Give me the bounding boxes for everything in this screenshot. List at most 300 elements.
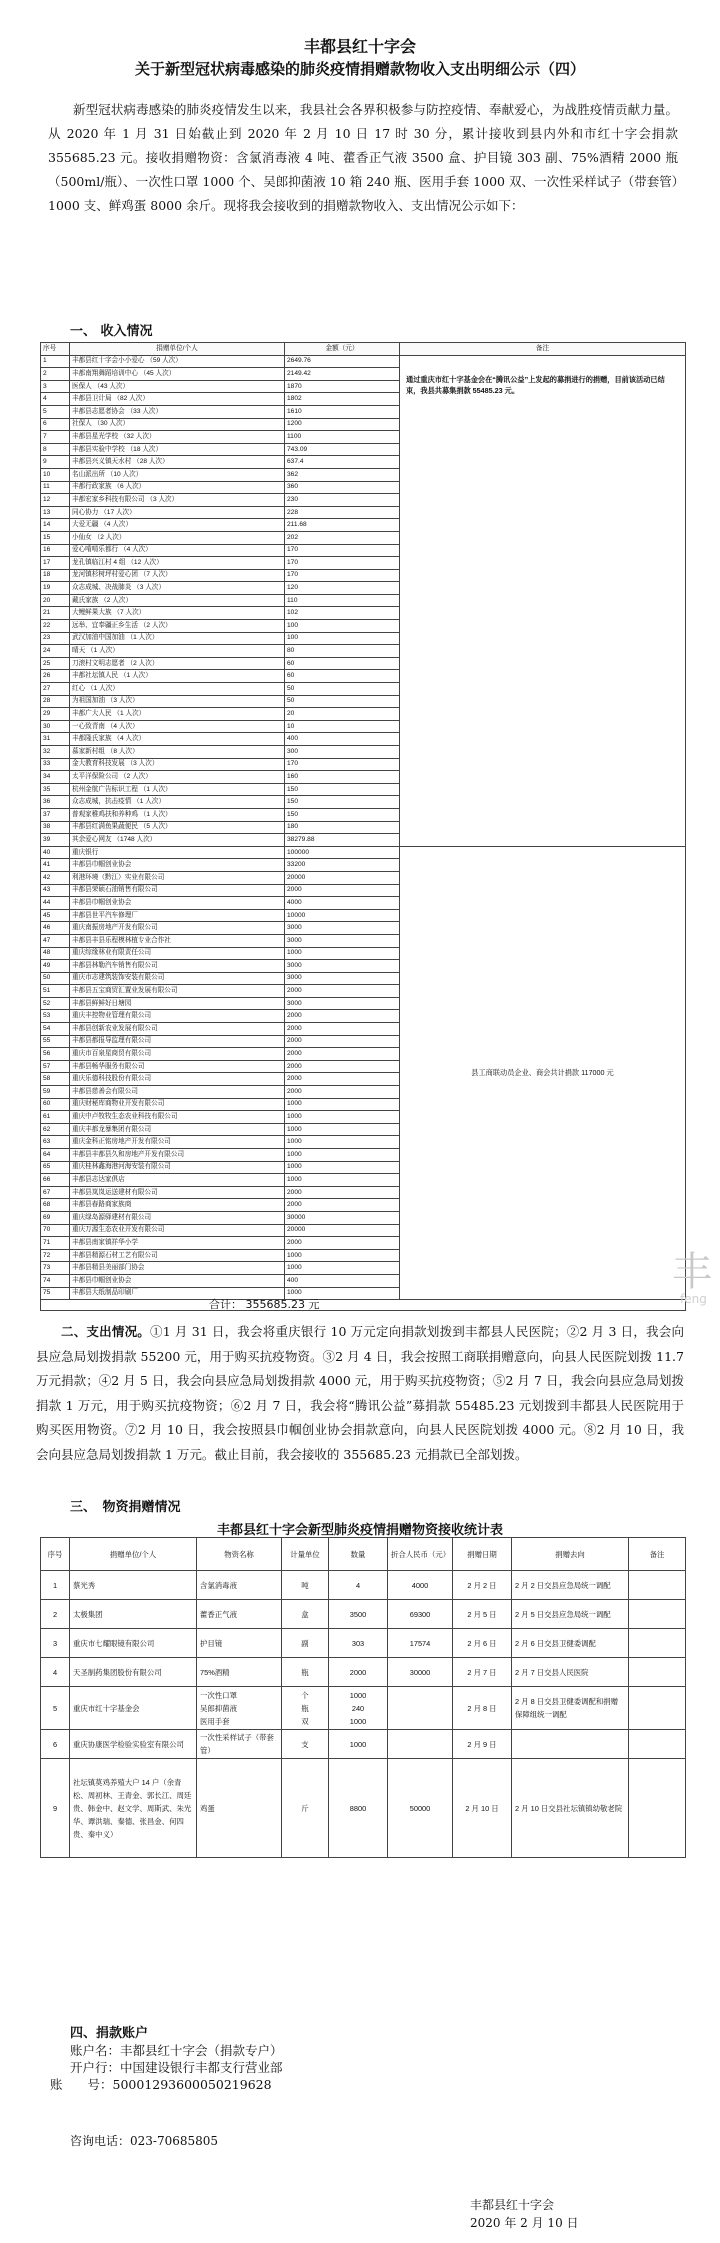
goods-value: 50000 xyxy=(388,1759,453,1858)
goods-item: 75%酒精 xyxy=(197,1658,282,1687)
goods-value: 4000 xyxy=(388,1571,453,1600)
row-donor: 重庆综缘林业有限责任公司 xyxy=(70,947,285,960)
row-amount: 2000 xyxy=(285,1199,400,1212)
goods-qty: 2000 xyxy=(329,1658,388,1687)
row-donor: 丰都县巾帼创业协会 xyxy=(70,1274,285,1287)
row-no: 8 xyxy=(41,443,70,456)
goods-destination: 2 月 5 日交县应急局统一调配 xyxy=(512,1600,629,1629)
row-amount: 362 xyxy=(285,468,400,481)
row-donor: 众志成城、决战肺炎 （3 人次） xyxy=(70,582,285,595)
goods-destination: 2 月 2 日交县应急局统一调配 xyxy=(512,1571,629,1600)
row-amount: 211.68 xyxy=(285,519,400,532)
goods-donor: 社坛镇莫鸡养殖大户 14 户（余青松、周初林、王青金、郭长江、周廷贵、韩金中、赵文学、周斯武、朱光华、谭洪瑞、秦德、张昌金、何四贵、秦中义） xyxy=(70,1759,197,1858)
row-amount: 1200 xyxy=(285,418,400,431)
row-donor: 太平洋保险公司 （2 人次） xyxy=(70,771,285,784)
row-amount: 50 xyxy=(285,683,400,696)
row-no: 36 xyxy=(41,796,70,809)
row-donor: 丰都县精源石材工艺有限公司 xyxy=(70,1249,285,1262)
row-no: 40 xyxy=(41,846,70,859)
account-bank: 中国建设银行丰都支行营业部 xyxy=(120,2060,283,2075)
row-amount: 38279.88 xyxy=(285,834,400,847)
goods-destination xyxy=(512,1730,629,1759)
income-heading: 一、 收入情况 xyxy=(70,324,153,339)
table-row xyxy=(41,1600,686,1629)
row-amount: 120 xyxy=(285,582,400,595)
goods-donor: 重庆协康医学检验实验室有限公司 xyxy=(70,1730,197,1759)
row-donor: 丰都县精县美丽部门协会 xyxy=(70,1262,285,1275)
goods-item: 一次性口罩 吴郎抑菌液 医用手套 xyxy=(197,1687,282,1730)
row-donor: 众志成城，抗击疫情 （1 人次） xyxy=(70,796,285,809)
row-donor: 龙河镇杉树坪村爱心团 （7 人次） xyxy=(70,569,285,582)
row-no: 31 xyxy=(41,733,70,746)
col-header-amount: 金额（元） xyxy=(285,343,400,356)
row-donor: 丰都县巾帼创业协会 xyxy=(70,897,285,910)
goods-heading: 三、 物资捐赠情况 xyxy=(70,1500,181,1515)
row-donor: 丰都隆氏家族 （4 人次） xyxy=(70,733,285,746)
goods-unit: 斤 xyxy=(282,1759,329,1858)
row-donor: 一心致青南 （4 人次） xyxy=(70,720,285,733)
row-no: 14 xyxy=(41,519,70,532)
row-donor: 丰都县星光学校 （32 人次） xyxy=(70,431,285,444)
row-amount: 102 xyxy=(285,607,400,620)
row-donor: 丰都县红十字会小小爱心 （59 人次） xyxy=(70,355,285,368)
row-no: 43 xyxy=(41,884,70,897)
row-donor: 丰都社坛镇人民 （1 人次） xyxy=(70,670,285,683)
row-no: 46 xyxy=(41,922,70,935)
goods-remark xyxy=(629,1600,686,1629)
row-no: 56 xyxy=(41,1048,70,1061)
row-donor: 丰都县大纸制品印刷厂 xyxy=(70,1287,285,1300)
row-donor: 同心协力 （17 人次） xyxy=(70,506,285,519)
row-amount: 170 xyxy=(285,569,400,582)
row-amount: 100 xyxy=(285,632,400,645)
row-no: 25 xyxy=(41,657,70,670)
row-no: 35 xyxy=(41,783,70,796)
row-no: 11 xyxy=(41,481,70,494)
row-no: 29 xyxy=(41,708,70,721)
col-header-no: 序号 xyxy=(41,343,70,356)
row-no: 12 xyxy=(41,494,70,507)
row-no: 26 xyxy=(41,670,70,683)
row-donor: 小仙女 （2 人次） xyxy=(70,531,285,544)
row-no: 30 xyxy=(41,720,70,733)
row-amount: 3000 xyxy=(285,934,400,947)
income-body xyxy=(41,355,686,1300)
account-number-line xyxy=(50,2076,272,2093)
row-amount: 180 xyxy=(285,821,400,834)
row-no: 62 xyxy=(41,1123,70,1136)
row-donor: 丰都广大人民 （1 人次） xyxy=(70,708,285,721)
row-no: 58 xyxy=(41,1073,70,1086)
row-amount: 20000 xyxy=(285,1224,400,1237)
row-no: 45 xyxy=(41,909,70,922)
row-no: 44 xyxy=(41,897,70,910)
row-amount: 10000 xyxy=(285,909,400,922)
row-no: 19 xyxy=(41,582,70,595)
row-amount: 2649.76 xyxy=(285,355,400,368)
row-donor: 重庆市志建筑装饰安装有限公司 xyxy=(70,972,285,985)
row-donor: 为祖国加油 （3 人次） xyxy=(70,695,285,708)
row-donor: 名山派出所 （10 人次） xyxy=(70,468,285,481)
col-header-note: 备注 xyxy=(400,343,686,356)
goods-no: 6 xyxy=(41,1730,70,1759)
row-no: 16 xyxy=(41,544,70,557)
goods-unit: 个 瓶 双 xyxy=(282,1687,329,1730)
goods-unit: 支 xyxy=(282,1730,329,1759)
row-no: 21 xyxy=(41,607,70,620)
row-amount: 202 xyxy=(285,531,400,544)
goods-no: 4 xyxy=(41,1658,70,1687)
row-no: 4 xyxy=(41,393,70,406)
row-no: 3 xyxy=(41,380,70,393)
goods-item: 藿香正气液 xyxy=(197,1600,282,1629)
row-amount: 1000 xyxy=(285,1287,400,1300)
row-amount: 400 xyxy=(285,733,400,746)
goods-col-no: 序号 xyxy=(41,1538,70,1571)
goods-destination: 2 月 10 日交县社坛镇镇幼敬老院 xyxy=(512,1759,629,1858)
row-donor: 龙孔镇临江村 4 组 （12 人次） xyxy=(70,557,285,570)
row-no: 48 xyxy=(41,947,70,960)
row-amount: 2000 xyxy=(285,1035,400,1048)
row-no: 49 xyxy=(41,960,70,973)
goods-col-qty: 数量 xyxy=(329,1538,388,1571)
goods-qty: 303 xyxy=(329,1629,388,1658)
row-no: 50 xyxy=(41,972,70,985)
row-no: 6 xyxy=(41,418,70,431)
goods-qty: 1000 240 1000 xyxy=(329,1687,388,1730)
row-donor: 丰都县兴义镇天水村 （28 人次） xyxy=(70,456,285,469)
goods-date: 2 月 7 日 xyxy=(453,1658,512,1687)
goods-header-row xyxy=(41,1538,686,1571)
row-donor: 重庆市百泉星商贸有限公司 xyxy=(70,1048,285,1061)
row-amount: 10 xyxy=(285,720,400,733)
row-donor: 丰都南翔舞蹈培训中心 （45 人次） xyxy=(70,368,285,381)
row-amount: 2149.42 xyxy=(285,368,400,381)
row-amount: 100000 xyxy=(285,846,400,859)
goods-col-value: 折合人民币（元） xyxy=(388,1538,453,1571)
row-donor: 晴天 （1 人次） xyxy=(70,645,285,658)
row-no: 75 xyxy=(41,1287,70,1300)
income-total: 合计： 355685.23 元 xyxy=(209,1298,320,1311)
row-no: 1 xyxy=(41,355,70,368)
row-amount: 60 xyxy=(285,670,400,683)
goods-qty: 8800 xyxy=(329,1759,388,1858)
table-row xyxy=(41,1571,686,1600)
table-row xyxy=(41,1759,686,1858)
goods-donor: 重庆市七耀眼镜有限公司 xyxy=(70,1629,197,1658)
goods-item: 鸡蛋 xyxy=(197,1759,282,1858)
row-no: 55 xyxy=(41,1035,70,1048)
row-no: 27 xyxy=(41,683,70,696)
goods-body xyxy=(41,1571,686,1858)
row-donor: 丰都县岚岚运送建材有限公司 xyxy=(70,1186,285,1199)
row-no: 63 xyxy=(41,1136,70,1149)
row-no: 5 xyxy=(41,405,70,418)
goods-qty: 4 xyxy=(329,1571,388,1600)
goods-date: 2 月 5 日 xyxy=(453,1600,512,1629)
row-no: 17 xyxy=(41,557,70,570)
row-amount: 20000 xyxy=(285,871,400,884)
row-no: 72 xyxy=(41,1249,70,1262)
row-no: 68 xyxy=(41,1199,70,1212)
row-no: 20 xyxy=(41,594,70,607)
row-donor: 丰都县都报导监理有限公司 xyxy=(70,1035,285,1048)
row-donor: 金大教育科技发展 （3 人次） xyxy=(70,758,285,771)
row-donor: 丰都县五宝商贸汇置业发展有限公司 xyxy=(70,985,285,998)
row-donor: 丰都县实验中学校 （18 人次） xyxy=(70,443,285,456)
row-donor: 重庆丰控物业管理有限公司 xyxy=(70,1010,285,1023)
goods-no: 1 xyxy=(41,1571,70,1600)
goods-date: 2 月 10 日 xyxy=(453,1759,512,1858)
account-bank-label: 开户行： xyxy=(70,2060,121,2075)
row-amount: 3000 xyxy=(285,972,400,985)
row-donor: 丰都县丰都县久和房地产开发有限公司 xyxy=(70,1149,285,1162)
row-amount: 2000 xyxy=(285,1010,400,1023)
row-donor: 重庆丰都龙暴集团有限公司 xyxy=(70,1123,285,1136)
row-no: 70 xyxy=(41,1224,70,1237)
goods-col-destination: 捐赠去向 xyxy=(512,1538,629,1571)
row-donor: 丰都县鲜鲜好日塘园 xyxy=(70,997,285,1010)
row-amount: 1000 xyxy=(285,947,400,960)
row-amount: 300 xyxy=(285,746,400,759)
row-no: 24 xyxy=(41,645,70,658)
goods-remark xyxy=(629,1658,686,1687)
row-amount: 228 xyxy=(285,506,400,519)
row-no: 65 xyxy=(41,1161,70,1174)
intro-paragraph: 新型冠状病毒感染的肺炎疫情发生以来，我县社会各界积极参与防控疫情、奉献爱心，为战胜疫情贡献力量。从 2020 年 1 月 31 日始截止到 2020 年 2 月 10 日 17 时 30 分，累计接收到县内外和市红十字会捐款 355685.23 元。接收捐赠物资：含氯消毒液 4 吨、藿香正气液 3500 盒、护目镜 303 副、75%酒精 2000 瓶（500ml/瓶）、一次性口罩 1000 个、吴郎抑菌液 10 箱 240 瓶、医用手套 1000 双、一次性采样试子（带套管）1000 支、鲜鸡蛋 8000 余斤。现将我会接收到的捐赠款物收入、支出情况公示如下： xyxy=(48,102,678,213)
goods-unit: 副 xyxy=(282,1629,329,1658)
row-no: 74 xyxy=(41,1274,70,1287)
note-business: 县工商联动员企业、商会共计捐款 117000 元 xyxy=(400,846,686,1299)
row-donor: 丰都县卫计局 （82 人次） xyxy=(70,393,285,406)
row-no: 10 xyxy=(41,468,70,481)
goods-value: 17574 xyxy=(388,1629,453,1658)
row-amount: 170 xyxy=(285,758,400,771)
row-donor: 社保人 （30 人次） xyxy=(70,418,285,431)
goods-qty: 3500 xyxy=(329,1600,388,1629)
row-no: 28 xyxy=(41,695,70,708)
goods-remark xyxy=(629,1730,686,1759)
row-donor: 医保人 （43 人次） xyxy=(70,380,285,393)
row-donor: 丰都县世平汽车修理厂 xyxy=(70,909,285,922)
row-donor: 丰都县林勒汽车销售有限公司 xyxy=(70,960,285,973)
row-donor: 重庆桂林鑫海港河海安装有限公司 xyxy=(70,1161,285,1174)
table-row xyxy=(41,1629,686,1658)
row-amount: 1000 xyxy=(285,1249,400,1262)
row-no: 71 xyxy=(41,1237,70,1250)
table-row xyxy=(41,1658,686,1687)
account-name-label: 账户名： xyxy=(70,2043,121,2058)
row-donor: 杭州金航广告标识工程 （1 人次） xyxy=(70,783,285,796)
row-amount: 1100 xyxy=(285,431,400,444)
note-tencent: 通过重庆市红十字基金会在“腾讯公益”上发起的募捐进行的捐赠，目前该活动已结束，我县共募集捐款 55485.23 元。 xyxy=(400,355,686,846)
row-amount: 1610 xyxy=(285,405,400,418)
row-donor: 武汉加油中国加油 （1 人次） xyxy=(70,632,285,645)
col-header-donor: 捐赠单位/个人 xyxy=(70,343,285,356)
income-total-row xyxy=(40,1296,686,1311)
row-no: 61 xyxy=(41,1111,70,1124)
goods-no: 2 xyxy=(41,1600,70,1629)
row-amount: 20 xyxy=(285,708,400,721)
row-amount: 1000 xyxy=(285,1136,400,1149)
goods-destination: 2 月 7 日交县人民医院 xyxy=(512,1658,629,1687)
goods-remark xyxy=(629,1571,686,1600)
row-amount: 150 xyxy=(285,796,400,809)
row-amount: 637.4 xyxy=(285,456,400,469)
row-donor: 重庆南振房地产开发有限公司 xyxy=(70,922,285,935)
goods-destination: 2 月 8 日交县卫健委调配和捐赠保障组统一调配 xyxy=(512,1687,629,1730)
row-no: 51 xyxy=(41,985,70,998)
table-row xyxy=(41,1687,686,1730)
row-amount: 1000 xyxy=(285,1262,400,1275)
row-no: 2 xyxy=(41,368,70,381)
row-amount: 2000 xyxy=(285,1086,400,1099)
account-name: 丰都县红十字会（捐款专户） xyxy=(120,2043,283,2058)
goods-value xyxy=(388,1730,453,1759)
row-amount: 170 xyxy=(285,544,400,557)
row-donor: 重庆乐德科技股份有限公司 xyxy=(70,1073,285,1086)
row-amount: 30000 xyxy=(285,1211,400,1224)
expense-paragraph xyxy=(36,1320,684,1467)
row-amount: 1000 xyxy=(285,1123,400,1136)
row-amount: 3000 xyxy=(285,922,400,935)
row-amount: 2000 xyxy=(285,1186,400,1199)
goods-destination: 2 月 6 日交县卫健委调配 xyxy=(512,1629,629,1658)
row-donor: 丰都县巾帼创业协会 xyxy=(70,859,285,872)
expense-heading: 二、支出情况。 xyxy=(61,1324,151,1339)
row-donor: 刀滚村文明志愿者 （2 人次） xyxy=(70,657,285,670)
goods-table xyxy=(40,1537,686,1858)
row-donor: 丰都县畅华服务有限公司 xyxy=(70,1060,285,1073)
row-no: 53 xyxy=(41,1010,70,1023)
goods-table-title: 丰都县红十字会新型肺炎疫情捐赠物资接收统计表 xyxy=(216,1523,503,1538)
row-amount: 150 xyxy=(285,783,400,796)
goods-donor: 天圣制药集团股份有限公司 xyxy=(70,1658,197,1687)
goods-unit: 瓶 xyxy=(282,1658,329,1687)
row-amount: 1000 xyxy=(285,1098,400,1111)
goods-col-unit: 计量单位 xyxy=(282,1538,329,1571)
row-amount: 2000 xyxy=(285,985,400,998)
row-amount: 160 xyxy=(285,771,400,784)
row-donor: 大鲤鲜果大族 （7 人次） xyxy=(70,607,285,620)
goods-remark xyxy=(629,1687,686,1730)
goods-date: 2 月 8 日 xyxy=(453,1687,512,1730)
goods-remark xyxy=(629,1629,686,1658)
row-no: 69 xyxy=(41,1211,70,1224)
row-amount: 100 xyxy=(285,620,400,633)
row-amount: 1000 xyxy=(285,1161,400,1174)
row-no: 33 xyxy=(41,758,70,771)
row-donor: 丰都县红满鱼果蔬便民 （5 人次） xyxy=(70,821,285,834)
row-no: 66 xyxy=(41,1174,70,1187)
row-no: 41 xyxy=(41,859,70,872)
row-amount: 3000 xyxy=(285,997,400,1010)
watermark-latin: feng xyxy=(680,1292,707,1306)
row-donor: 丰都县慈善会有限公司 xyxy=(70,1086,285,1099)
row-amount: 2000 xyxy=(285,1048,400,1061)
signer: 丰都县红十字会 xyxy=(470,2198,555,2212)
row-amount: 50 xyxy=(285,695,400,708)
goods-item: 护目镜 xyxy=(197,1629,282,1658)
row-donor: 丰都县志愿者协会 （33 人次） xyxy=(70,405,285,418)
org-title: 丰都县红十字会 xyxy=(303,37,416,56)
row-no: 47 xyxy=(41,934,70,947)
goods-remark xyxy=(629,1759,686,1858)
row-donor: 戴氏家族 （2 人次） xyxy=(70,594,285,607)
row-no: 64 xyxy=(41,1149,70,1162)
row-amount: 743.09 xyxy=(285,443,400,456)
row-donor: 丰都县荣硕石油销售有限公司 xyxy=(70,884,285,897)
row-amount: 3000 xyxy=(285,960,400,973)
row-donor: 丰都县春路商家族商 xyxy=(70,1199,285,1212)
goods-qty: 1000 xyxy=(329,1730,388,1759)
row-donor: 普观家稚鸡扶和养种鸡 （1 人次） xyxy=(70,808,285,821)
goods-item: 一次性采样试子（带套管） xyxy=(197,1730,282,1759)
row-donor: 重庆财秘库商物业开发有限公司 xyxy=(70,1098,285,1111)
row-amount: 2000 xyxy=(285,1237,400,1250)
row-donor: 重庆万源生态农业开发有限公司 xyxy=(70,1224,285,1237)
row-amount: 150 xyxy=(285,808,400,821)
row-donor: 慕家新村组 （8 人次） xyxy=(70,746,285,759)
goods-value: 69300 xyxy=(388,1600,453,1629)
row-no: 32 xyxy=(41,746,70,759)
goods-date: 2 月 6 日 xyxy=(453,1629,512,1658)
row-donor: 红心 （1 人次） xyxy=(70,683,285,696)
row-amount: 4000 xyxy=(285,897,400,910)
row-no: 22 xyxy=(41,620,70,633)
account-heading: 四、捐款账户 xyxy=(70,2026,149,2041)
goods-no: 5 xyxy=(41,1687,70,1730)
row-no: 59 xyxy=(41,1086,70,1099)
table-row xyxy=(41,355,686,368)
goods-value xyxy=(388,1687,453,1730)
goods-col-date: 捐赠日期 xyxy=(453,1538,512,1571)
account-name-line xyxy=(70,2042,283,2059)
row-donor: 重庆中卢牧牧生态农业科技有限公司 xyxy=(70,1111,285,1124)
goods-donor: 蔡光秀 xyxy=(70,1571,197,1600)
goods-unit: 盒 xyxy=(282,1600,329,1629)
goods-no: 9 xyxy=(41,1759,70,1858)
goods-value: 30000 xyxy=(388,1658,453,1687)
row-donor: 重庆绿岛源驿建材有限公司 xyxy=(70,1211,285,1224)
table-row xyxy=(41,846,686,859)
row-amount: 80 xyxy=(285,645,400,658)
row-amount: 170 xyxy=(285,557,400,570)
row-no: 73 xyxy=(41,1262,70,1275)
income-table xyxy=(40,342,686,1300)
goods-no: 3 xyxy=(41,1629,70,1658)
row-amount: 2000 xyxy=(285,884,400,897)
row-donor: 丰都县志达家俱店 xyxy=(70,1174,285,1187)
row-donor: 利港环境（黔江）实业有限公司 xyxy=(70,871,285,884)
row-no: 34 xyxy=(41,771,70,784)
row-amount: 2000 xyxy=(285,1073,400,1086)
row-donor: 丰都县南家镇祥华小学 xyxy=(70,1237,285,1250)
row-no: 37 xyxy=(41,808,70,821)
contact-phone: 咨询电话：023-70685805 xyxy=(70,2134,219,2148)
expense-text: ①1 月 31 日，我会将重庆银行 10 万元定向捐款划拨到丰都县人民医院；②2 月 3 日，我会向县应急局划拨捐款 55200 元，用于购买抗疫物资。③2 月 4 日，我会按照工商联捐赠意向，向县人民医院划拨 11.7 万元捐款；④2 月 5 日，我会向县应急局划拨捐款 4000 元，用于购买抗疫物资；⑤2 月 7 日，我会向县应急局划拨捐款 1 万元，用于购买抗疫物资；⑥2 月 7 日，我会将“腾讯公益”募捐款 55485.23 元划拨到丰都县人民医院用于购买医用物资。⑦2 月 10 日，我会按照县巾帼创业协会捐款意向，向县人民医院划拨 4000 元。⑧2 月 10 日，我会向县应急局划拨捐款 1 万元。截止目前，我会接收的 355685.23 元捐款已全部划拨。 xyxy=(36,1324,684,1462)
row-no: 13 xyxy=(41,506,70,519)
row-no: 18 xyxy=(41,569,70,582)
row-amount: 1000 xyxy=(285,1149,400,1162)
row-donor: 大爱无疆 （4 人次） xyxy=(70,519,285,532)
row-donor: 丰都宏家乡科技有限公司 （3 人次） xyxy=(70,494,285,507)
goods-donor: 重庆市红十字基金会 xyxy=(70,1687,197,1730)
row-no: 57 xyxy=(41,1060,70,1073)
row-no: 60 xyxy=(41,1098,70,1111)
goods-col-donor: 捐赠单位/个人 xyxy=(70,1538,197,1571)
row-no: 67 xyxy=(41,1186,70,1199)
